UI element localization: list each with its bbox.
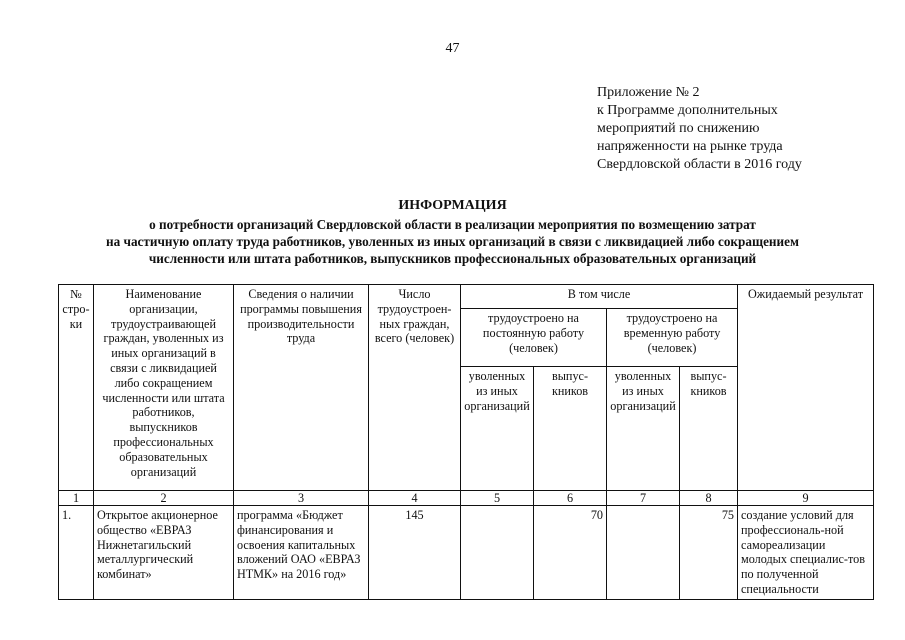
employed-total-cell: 145 (369, 506, 461, 600)
dismissed-permanent-cell (461, 506, 534, 600)
column-number: 5 (461, 491, 534, 506)
appendix-line: Свердловской области в 2016 году (597, 157, 802, 172)
column-number: 4 (369, 491, 461, 506)
column-number: 9 (738, 491, 874, 506)
subtitle-line: о потребности организаций Свердловской области в реализации мероприятия по возмещению затрат (149, 217, 756, 232)
header-permanent-work: трудоустроено на постоянную работу (человек) (461, 309, 607, 367)
column-number: 3 (234, 491, 369, 506)
header-dismissed-permanent: уволенных из иных организаций (461, 367, 534, 491)
table-row (59, 506, 874, 600)
header-employed-total: Число трудоустроен-ных граждан, всего (человек) (369, 285, 461, 491)
column-number: 1 (59, 491, 94, 506)
column-number: 7 (607, 491, 680, 506)
header-temporary-work: трудоустроено на временную работу (человек) (607, 309, 738, 367)
program-cell: программа «Бюджет финансирования и освоения капитальных вложений ОАО «ЕВРАЗ НТМК» на 2016 год» (234, 506, 369, 600)
header-graduates-temporary: выпус-кников (680, 367, 738, 491)
page-number: 47 (445, 41, 460, 56)
header-expected-result: Ожидаемый результат (738, 285, 874, 491)
appendix-line: Приложение № 2 (597, 85, 700, 100)
document-title: ИНФОРМАЦИЯ (398, 198, 507, 213)
column-number: 6 (534, 491, 607, 506)
header-dismissed-temporary: уволенных из иных организаций (607, 367, 680, 491)
header-program-info: Сведения о наличии программы повышения производительности труда (234, 285, 369, 491)
appendix-line: к Программе дополнительных (597, 103, 778, 118)
appendix-line: напряженности на рынке труда (597, 139, 783, 154)
header-organization: Наименование организации, трудоустраивающей граждан, уволенных из иных организаций в связи с ликвидацией либо сокращением численности или штата работников, выпускников профессиональных образовательных организаций (94, 285, 234, 491)
column-number: 8 (680, 491, 738, 506)
expected-result-cell: создание условий для профессиональ-ной самореализации молодых специалис-тов по полученной специальности (738, 506, 874, 600)
appendix-note (597, 84, 802, 174)
graduates-temporary-cell: 75 (680, 506, 738, 600)
header-row-number: № стро-ки (59, 285, 94, 491)
column-number: 2 (94, 491, 234, 506)
header-including: В том числе (461, 285, 738, 309)
row-number-cell: 1. (59, 506, 94, 600)
document-subtitle (40, 216, 865, 267)
graduates-permanent-cell: 70 (534, 506, 607, 600)
organization-cell: Открытое акционерное общество «ЕВРАЗ Нижнетагильский металлургический комбинат» (94, 506, 234, 600)
information-table (58, 284, 874, 600)
subtitle-line: на частичную оплату труда работников, уволенных из иных организаций в связи с ликвидацией либо сокращением (106, 234, 799, 249)
header-graduates-permanent: выпус-кников (534, 367, 607, 491)
column-number-row (59, 491, 874, 506)
appendix-line: мероприятий по снижению (597, 121, 760, 136)
subtitle-line: численности или штата работников, выпускников профессиональных образовательных организаций (148, 251, 757, 266)
dismissed-temporary-cell (607, 506, 680, 600)
